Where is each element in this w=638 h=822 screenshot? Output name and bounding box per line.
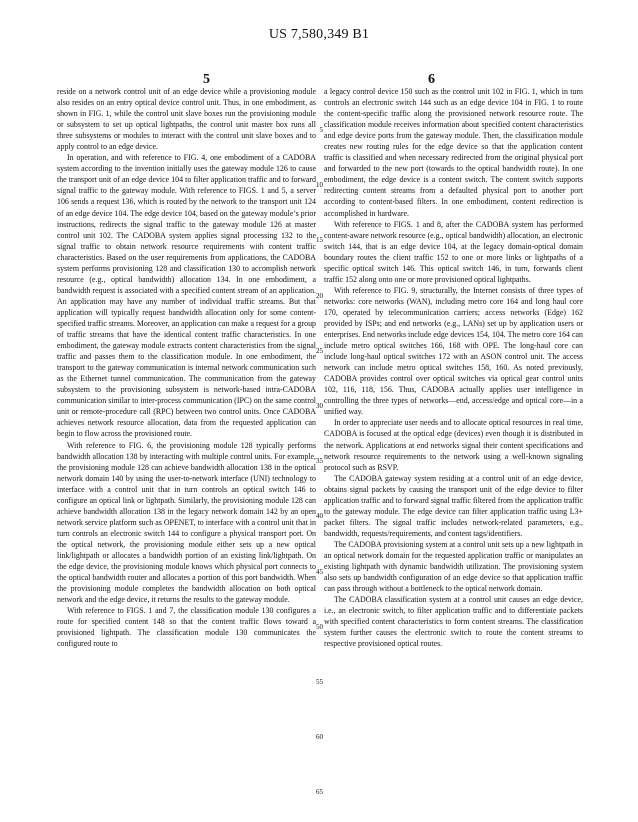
line-number: 35	[316, 457, 323, 465]
line-number: 10	[316, 181, 323, 189]
line-number: 65	[316, 788, 323, 796]
right-text-column	[324, 86, 583, 649]
line-number: 25	[316, 347, 323, 355]
line-number: 5	[319, 126, 323, 134]
paragraph: With reference to FIGS. 1 and 7, the classification module 130 configures a route for specified content 148 so that the content traffic flows toward a provisioned lightpath. The classification module 130 communicates the configured route to	[57, 606, 316, 649]
left-text-column	[57, 86, 316, 649]
line-number: 40	[316, 512, 323, 520]
paragraph: With reference to FIGS. 1 and 8, after the CADOBA system has performed content-aware network resource (e.g., optical bandwidth) allocation, an electronic switch 144, that is an edge device 104, at the legacy domain-optical domain boundary routes the client traffic 152 to one or more links or lightpaths of a specific optical switch 146. This optical switch 146, in turn, forwards client traffic 152 along onto one or more provisioned optical lightpaths.	[324, 219, 583, 284]
line-number: 20	[316, 292, 323, 300]
line-number: 45	[316, 568, 323, 576]
line-number: 15	[316, 236, 323, 244]
line-number: 50	[316, 623, 323, 631]
paragraph: a legacy control device 150 such as the control unit 102 in FIG. 1, which in turn controls an electronic switch 144 such as an edge device 104 in FIG. 1 to route the content-specific traffic along the provisioned network resource route. The classification module receives information about specified content characteristics and edge device ports from the gateway module. Then, the classification module creates new routing rules for the edge device so that the application content traffic is classified and when necessary redirected from the original physical port and forwarded to the new port (towards to the optical bandwidth route). In one embodiment, the edge device is a content switch. The content switch supports redirecting content streams from a defaulted physical port to another port according to content-based filters. In one embodiment, content redirection is accomplished in hardware.	[324, 87, 583, 218]
paragraph: With reference to FIG. 9, structurally, the Internet consists of three types of networks: core networks (WAN), including metro core 164 and long haul core 170, operated by telecommunication carriers; access networks (Edge) 162 provided by ISPs; and end networks (e.g., LANs) set up by application users or enterprises. End networks include edge devices 154, 104. The metro core 164 can include metro optical switches 166, 168 with OPE. The long-haul core can include long-haul optical switches 172 with an ASON control unit. The access network can include metro optical switches 158, 160. As noted previously, CADOBA provides control over optical switches via optical gear control units 102, 116, 118, 156. Thus, CADOBA actually applies user intelligence in controlling the three types of networks—end, access/edge and optical core—in a unified way.	[324, 285, 583, 417]
paragraph: reside on a network control unit of an edge device while a provisioning module also resides on an entry optical device control unit. Thus, in one embodiment, as shown in FIG. 1, while the control unit slave boxes run the provisioning module or subsystem to set up optical lightpaths, the control unit master box runs all three subsystems or modules to interact with the control unit slave boxes and to apply control to an edge device.	[57, 87, 316, 152]
paragraph: The CADOBA provisioning system at a control unit sets up a new lightpath in an optical network domain for the requested application traffic or manipulates an existing lightpath with dynamic bandwidth utilization. The provisioning system also sets up bandwidth configuration of an edge device so that application traffic can pass through without a bottleneck to the optical network domain.	[324, 539, 583, 594]
page-number-left: 5	[203, 72, 210, 87]
paragraph: The CADOBA gateway system residing at a control unit of an edge device, obtains signal packets by causing the transport unit of the edge device to filter application traffic and to forward signal traffic filtered from the application traffic to the gateway module. The edge device can filter application traffic using L3+ packet filters. The signal traffic includes network-related parameters, e.g., bandwidth, requests/requirements, and content tags/identifiers.	[324, 473, 583, 538]
line-number: 55	[316, 678, 323, 686]
paragraph: In operation, and with reference to FIG. 4, one embodiment of a CADOBA system according to the invention initially uses the gateway module 126 to cause the transport unit of an edge device 104 to filter application traffic and to forward signal traffic to the gateway module. With reference to FIGS. 1 and 5, a server 106 sends a request 136, which is routed by the network to the transport unit 124 of an edge device 104. The edge device 104, based on the gateway module’s prior instructions, redirects the signal traffic to the gateway module 126 at master control unit 102. The CADOBA system applies signal processing 132 to the signal traffic to obtain network resource requirements with content traffic characteristics. Based on the user requirements from applications, the CADOBA system performs provisioning 128 and classification 130 to accomplish network resource (e.g., optical bandwidth) allocation 134. In one embodiment, a bandwidth request is associated with a specified content stream of an application. An application may have any number of individual traffic streams. But that application will typically request bandwidth allocation only for some content-specified traffic streams. Moreover, an application can make a request for a group of traffic streams that have the identical content traffic characteristics. In one embodiment, the gateway module extracts content characteristics from the signal traffic and passes them to the classification module. In one embodiment, the transport to the gateway communication is internal network communication such as the Ethernet tunnel communication. The communication from the gateway subsystem to the provisioning subsystem is network-based intra-CADOBA communication similar to inter-process communication (IPC) on the same control unit or remote-procedure call (RPC) between two control units. Once CADOBA achieves network resource allocation, data from the requested application can begin to flow across the provisioned route.	[57, 153, 316, 439]
line-number: 30	[316, 402, 323, 410]
page-number-right: 6	[428, 72, 435, 87]
paragraph: The CADOBA classification system at a control unit causes an edge device, i.e., an electronic switch, to filter application traffic and to differentiate packets with specified content characteristics to form content streams. The classification system further causes the electronic switch to route the content streams to respective provisioned optical routes.	[324, 595, 583, 649]
line-number: 60	[316, 733, 323, 741]
paragraph: In order to appreciate user needs and to allocate optical resources in real time, CADOBA is focused at the optical edge (devices) even though it is distributed in the network. Applications at end networks signal their content specifications and network resource requirements to the network using a well-known signaling protocol such as RSVP.	[324, 418, 583, 472]
patent-number: US 7,580,349 B1	[268, 27, 370, 42]
paragraph: With reference to FIG. 6, the provisioning module 128 typically performs bandwidth allocation 138 by interacting with multiple control units. For example, the provisioning module 128 can achieve bandwidth allocation 138 in the optical network domain 140 by using the user-to-network interface (UNI) technology to interface with a control unit that in turn controls an optical switch 146 to configure an optical link or lightpath. Similarly, the provisioning module 128 can achieve bandwidth allocation 138 in the legacy network domain 142 by an open network service platform such as OPENET, to interface with a control unit that in turn controls an electronic switch 144 to configure a physical transport port. On the optical network, the provisioning module either sets up a new optical link/lightpath or allocates a bandwidth portion of an existing link/lightpath. On the edge device, the provisioning module knows which physical port connects to the optical bandwidth router and allocates a portion of this port bandwidth. When the provisioning module completes the bandwidth allocation on both optical network and the edge device, it returns the results to the gateway module.	[57, 440, 316, 605]
